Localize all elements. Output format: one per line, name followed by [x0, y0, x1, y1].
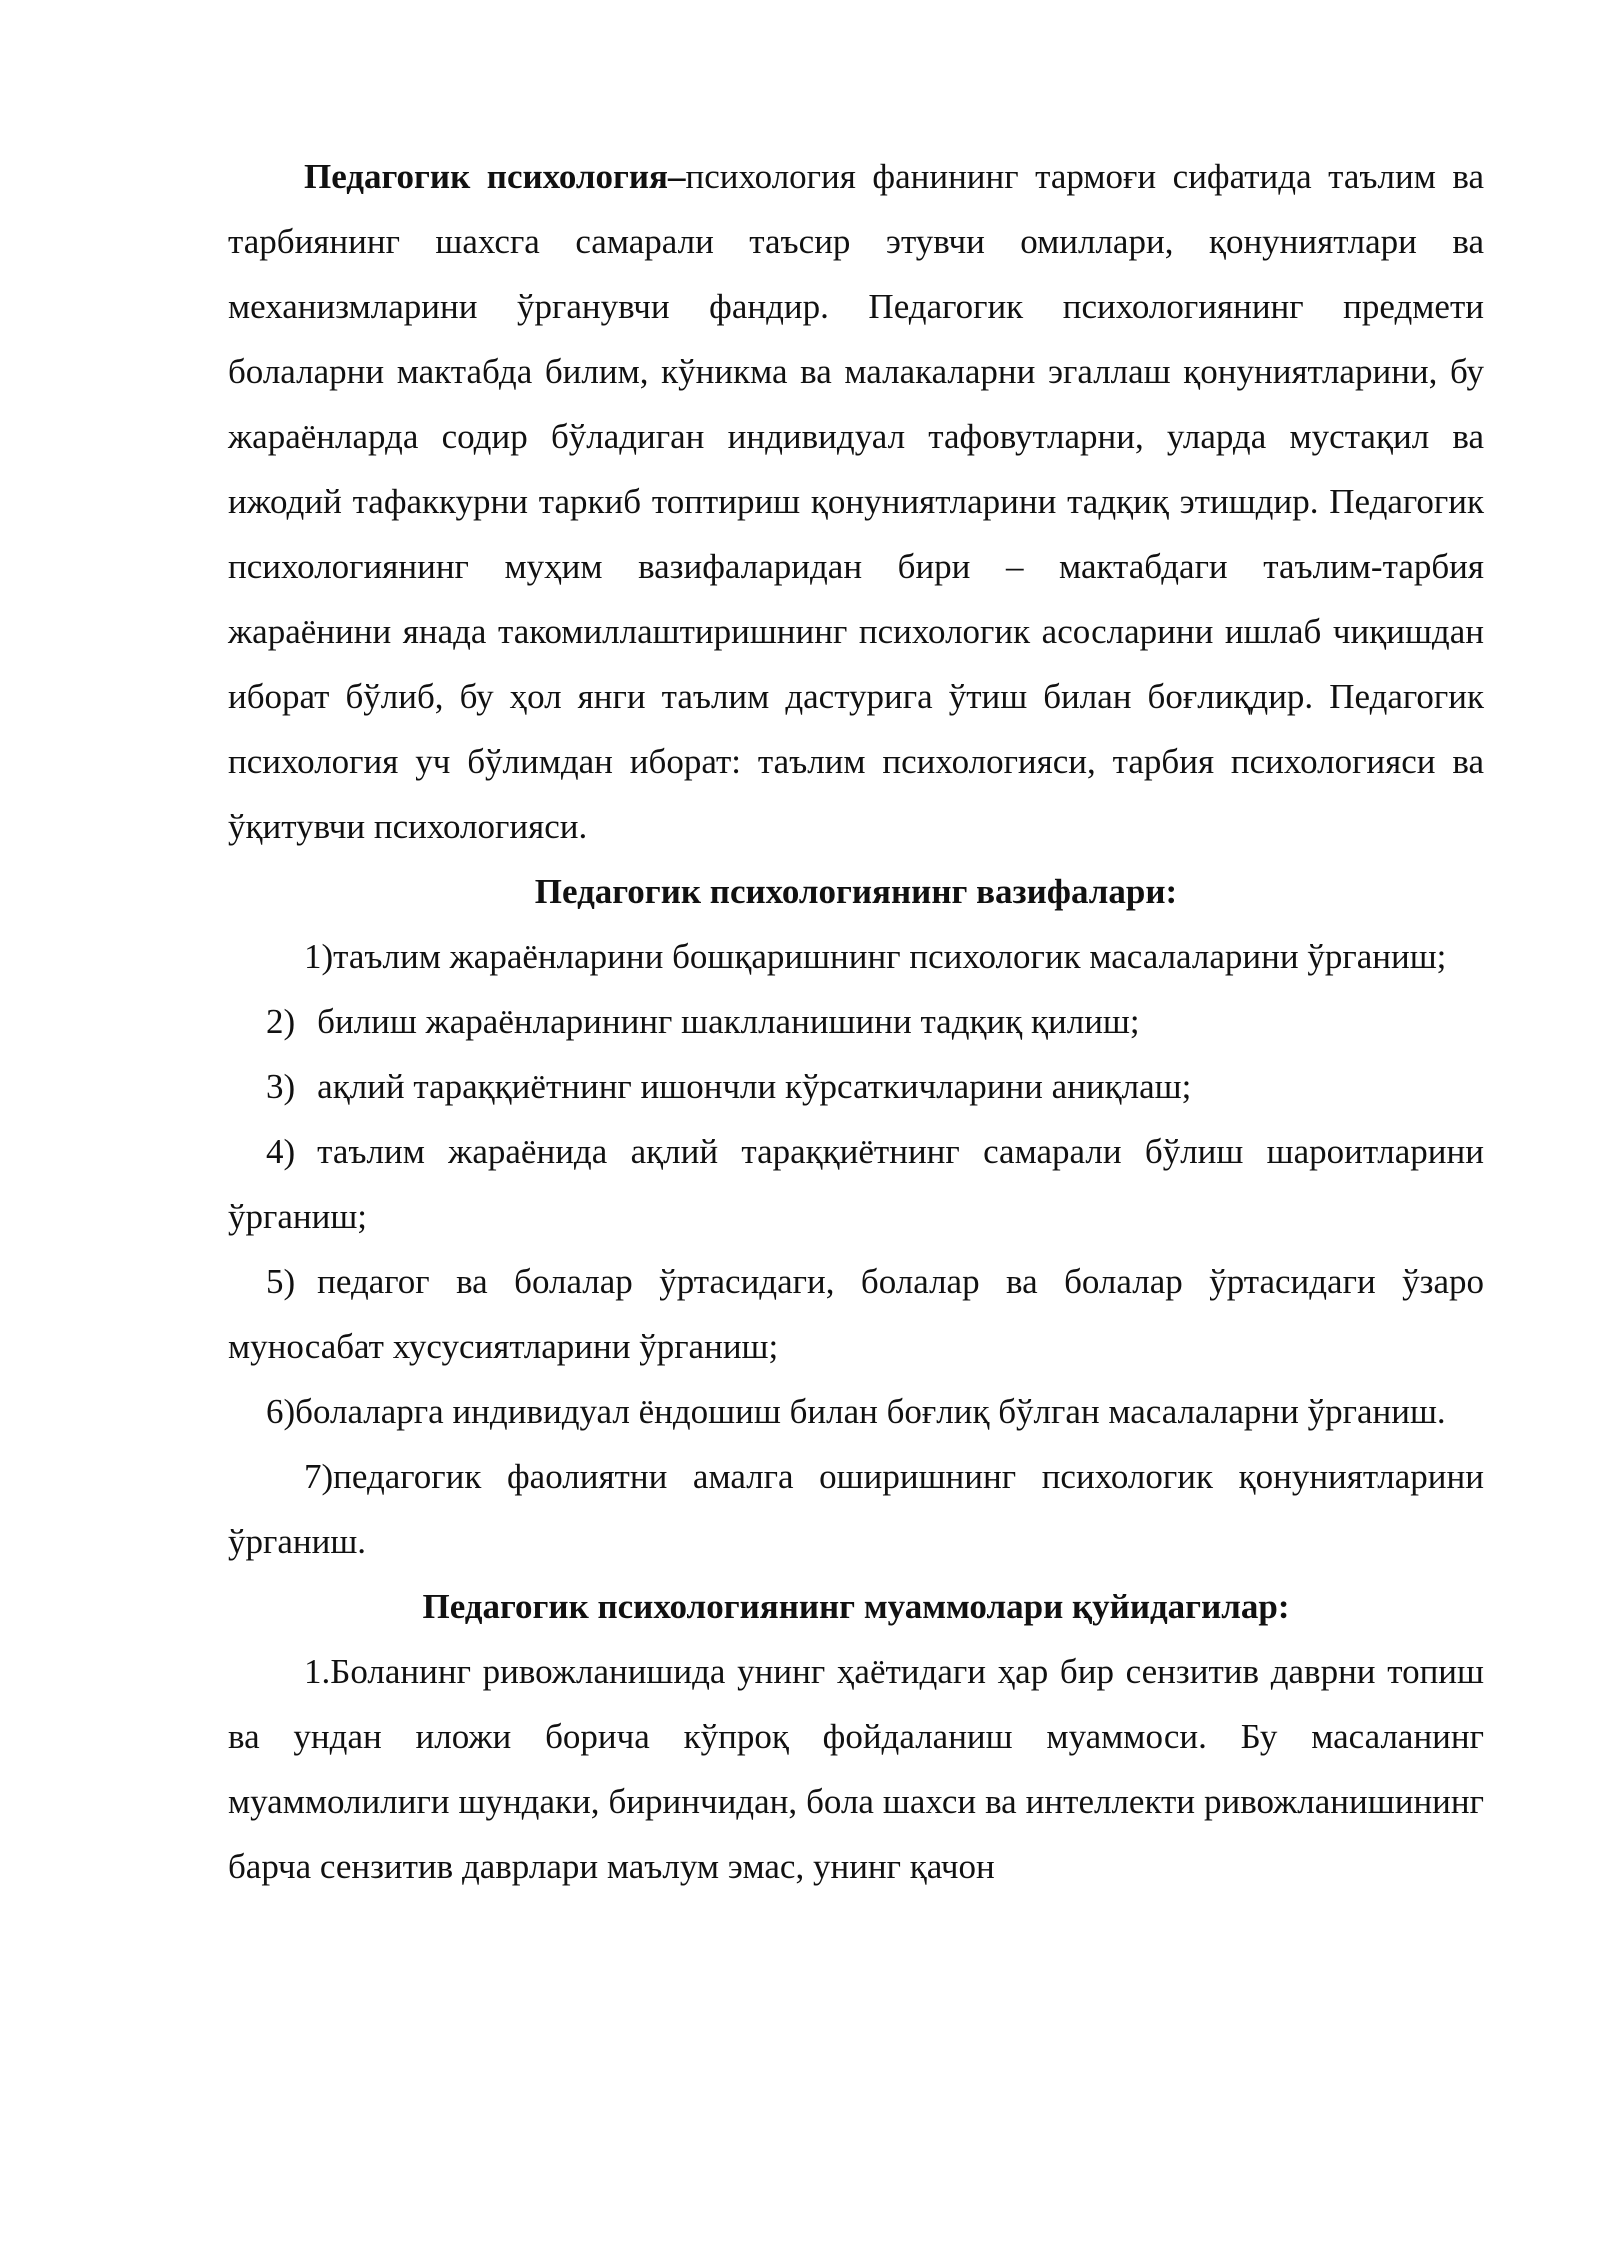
task-item-4-number: 4): [266, 1132, 296, 1171]
task-item-6: 6)болаларга индивидуал ёндошиш билан боғлиқ бўлган масалаларни ўрганиш.: [266, 1392, 1446, 1431]
document-body: [228, 144, 1484, 1899]
task-item-4: [228, 1119, 1484, 1249]
task-item-4-text: таълим жараёнида ақлий тараққиётнинг самарали бўлиш шароитларини ўрганиш;: [228, 1132, 1484, 1236]
tasks-heading: Педагогик психологиянинг вазифалари:: [534, 872, 1178, 911]
task-item-1: 1)таълим жараёнларини бошқаришнинг психологик масалаларини ўрганиш;: [304, 937, 1447, 976]
task-item-5-number: 5): [266, 1262, 296, 1301]
problems-heading: Педагогик психологиянинг муаммолари қуйидагилар:: [422, 1587, 1290, 1626]
task-item-2-text: билиш жараёнларининг шаклланишини тадқиқ қилиш;: [317, 1002, 1140, 1041]
task-item-3-text: ақлий тараққиётнинг ишончли кўрсаткичларини аниқлаш;: [317, 1067, 1192, 1106]
intro-lead-term: Педагогик психология–: [304, 157, 686, 196]
task-item-3: [228, 1054, 1484, 1119]
intro-paragraph: [228, 144, 1484, 859]
task-item-3-number: 3): [266, 1067, 296, 1106]
problem-item-1: 1.Боланинг ривожланишида унинг ҳаётидаги ҳар бир сензитив даврни топиш ва ундан иложи борича кўпроқ фойдаланиш муаммоси. Бу масаланинг муаммолилиги шундаки, биринчидан, бола шахси ва интеллекти ривожланишининг барча сензитив даврлари маълум эмас, унинг қачон: [228, 1652, 1484, 1886]
task-item-7: 7)педагогик фаолиятни амалга оширишнинг психологик қонуниятларини ўрганиш.: [228, 1457, 1484, 1561]
task-item-2-number: 2): [266, 1002, 296, 1041]
task-item-5-text: педагог ва болалар ўртасидаги, болалар ва болалар ўртасидаги ўзаро муносабат хусусиятларини ўрганиш;: [228, 1262, 1484, 1366]
task-item-5: [228, 1249, 1484, 1379]
task-item-2: [228, 989, 1484, 1054]
intro-text: психология фанининг тармоғи сифатида таълим ва тарбиянинг шахсга самарали таъсир этувчи омиллари, қонуниятлари ва механизмларини ўрганувчи фандир. Педагогик психологиянинг предмети болаларни мактабда билим, кўникма ва малакаларни эгаллаш қонуниятларини, бу жараёнларда содир бўладиган индивидуал тафовутларни, уларда мустақил ва ижодий тафаккурни таркиб топтириш қонуниятларини тадқиқ этишдир. Педагогик психологиянинг муҳим вазифаларидан бири – мактабдаги таълим-тарбия жараёнини янада такомиллаштиришнинг психологик асосларини ишлаб чиқишдан иборат бўлиб, бу ҳол янги таълим дастурига ўтиш билан боғлиқдир. Педагогик психология уч бўлимдан иборат: таълим психологияси, тарбия психологияси ва ўқитувчи психологияси.: [228, 157, 1484, 846]
